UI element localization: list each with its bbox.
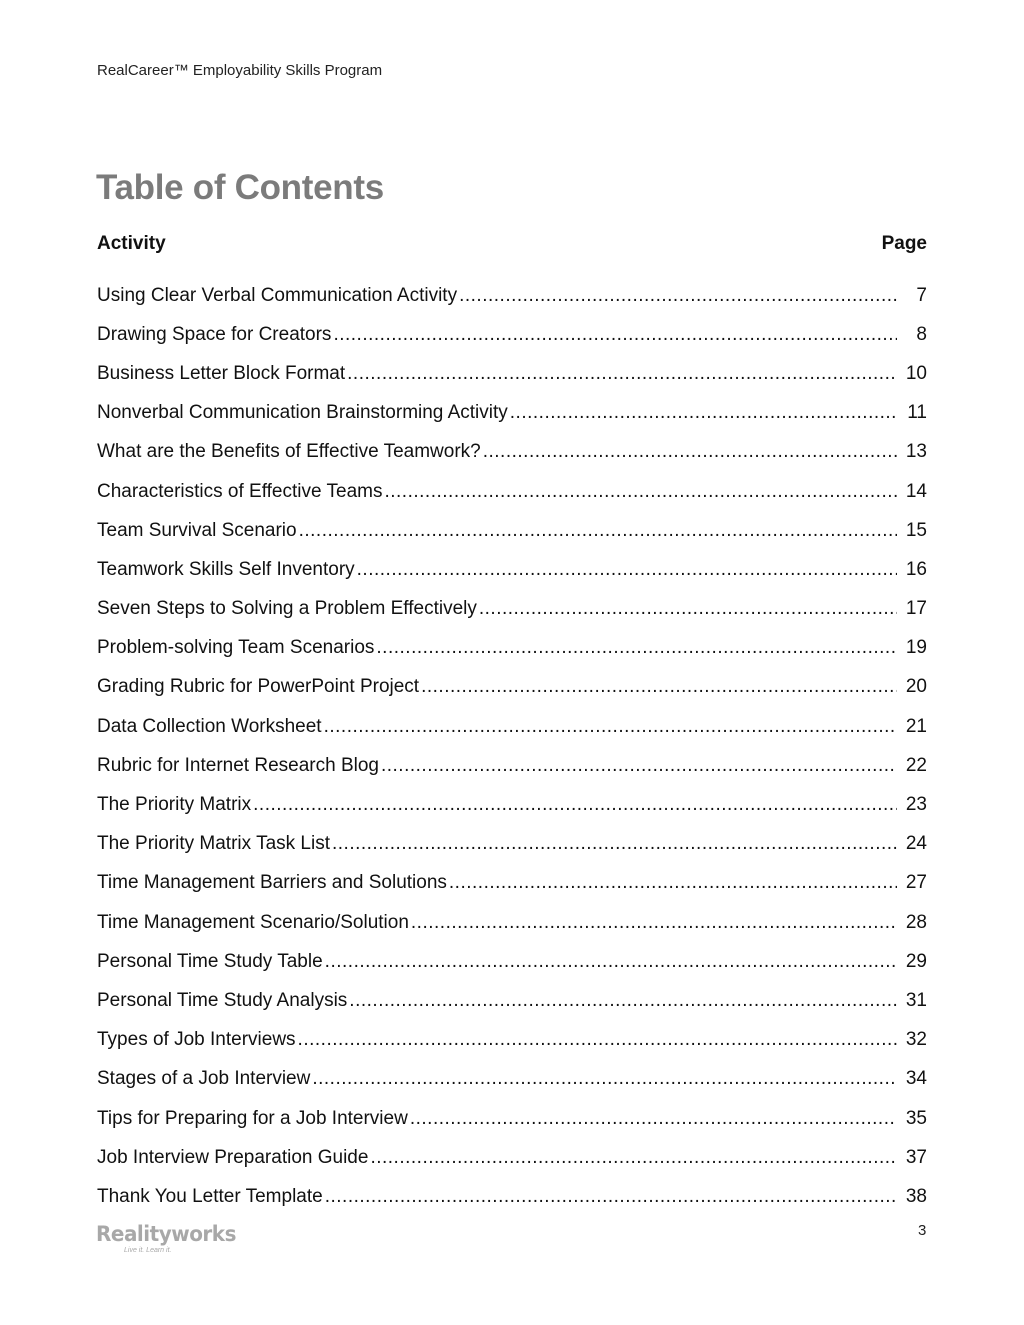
toc-dot-leader bbox=[333, 324, 897, 346]
toc-dot-leader bbox=[370, 1147, 897, 1169]
toc-dot-leader bbox=[325, 1186, 897, 1208]
page-number: 3 bbox=[918, 1222, 927, 1239]
toc-dot-leader bbox=[479, 598, 897, 620]
toc-entry-title: Personal Time Study Table bbox=[97, 950, 323, 972]
toc-entry-title: Time Management Scenario/Solution bbox=[97, 911, 409, 933]
toc-entry-page: 7 bbox=[916, 284, 927, 306]
toc-entry-page: 15 bbox=[905, 519, 927, 541]
toc-entry-title: The Priority Matrix Task List bbox=[97, 833, 330, 855]
toc-entry-page: 14 bbox=[905, 480, 927, 502]
toc-entry[interactable] bbox=[97, 433, 927, 472]
toc-entry-page: 13 bbox=[905, 441, 927, 463]
toc-entry[interactable] bbox=[97, 668, 927, 707]
toc-entry[interactable] bbox=[97, 1177, 927, 1216]
running-header: RealCareer™ Employability Skills Program bbox=[97, 62, 383, 79]
toc-dot-leader bbox=[510, 402, 897, 424]
toc-dot-leader bbox=[459, 285, 897, 307]
toc-entry-page: 23 bbox=[905, 794, 927, 816]
toc-entry-title: Personal Time Study Analysis bbox=[97, 989, 348, 1011]
toc-dot-leader bbox=[381, 755, 897, 777]
toc-entry-title: Tips for Preparing for a Job Interview bbox=[97, 1107, 408, 1129]
toc-entry-page: 28 bbox=[905, 911, 927, 933]
toc-entry-title: Time Management Barriers and Solutions bbox=[97, 872, 447, 894]
toc-entry-title: Types of Job Interviews bbox=[97, 1029, 296, 1051]
activity-column-header: Activity bbox=[97, 233, 166, 254]
toc-entry[interactable] bbox=[97, 785, 927, 824]
toc-entry-page: 27 bbox=[905, 872, 927, 894]
toc-entry[interactable] bbox=[97, 511, 927, 550]
toc-entry-page: 35 bbox=[905, 1107, 927, 1129]
toc-entry-page: 19 bbox=[905, 637, 927, 659]
toc-entry[interactable] bbox=[97, 1099, 927, 1138]
toc-entry-page: 21 bbox=[905, 715, 927, 737]
toc-dot-leader bbox=[449, 872, 897, 894]
toc-dot-leader bbox=[298, 1029, 897, 1051]
realityworks-logo bbox=[96, 1222, 236, 1262]
toc-entry-page: 10 bbox=[905, 362, 927, 384]
toc-entry-title: Problem-solving Team Scenarios bbox=[97, 637, 375, 659]
toc-dot-leader bbox=[376, 637, 897, 659]
toc-entry-title: Team Survival Scenario bbox=[97, 519, 297, 541]
toc-entry-title: The Priority Matrix bbox=[97, 794, 252, 816]
toc-entry-page: 17 bbox=[905, 598, 927, 620]
toc-entry-title: Business Letter Block Format bbox=[97, 362, 346, 384]
toc-dot-leader bbox=[483, 441, 897, 463]
toc-entry-title: Seven Steps to Solving a Problem Effectively bbox=[97, 598, 477, 620]
toc-entry-page: 11 bbox=[907, 402, 927, 424]
toc-entry-title: What are the Benefits of Effective Teamwork? bbox=[97, 441, 481, 463]
toc-list bbox=[97, 276, 927, 1217]
toc-entry-title: Drawing Space for Creators bbox=[97, 323, 332, 345]
toc-dot-leader bbox=[325, 951, 897, 973]
toc-dot-leader bbox=[357, 559, 897, 581]
toc-dot-leader bbox=[312, 1068, 897, 1090]
logo-wordmark: Realityworks bbox=[96, 1222, 236, 1246]
toc-entry[interactable] bbox=[97, 942, 927, 981]
toc-entry-title: Stages of a Job Interview bbox=[97, 1068, 311, 1090]
toc-entry-page: 31 bbox=[905, 989, 927, 1011]
toc-entry-page: 38 bbox=[905, 1185, 927, 1207]
toc-entry[interactable] bbox=[97, 1138, 927, 1177]
toc-entry[interactable] bbox=[97, 394, 927, 433]
toc-entry-page: 20 bbox=[905, 676, 927, 698]
toc-entry-page: 8 bbox=[916, 323, 927, 345]
toc-dot-leader bbox=[324, 716, 897, 738]
toc-dot-leader bbox=[410, 1108, 897, 1130]
page-column-header: Page bbox=[881, 233, 927, 254]
toc-entry-title: Using Clear Verbal Communication Activity bbox=[97, 284, 458, 306]
toc-dot-leader bbox=[253, 794, 897, 816]
toc-entry[interactable] bbox=[97, 550, 927, 589]
toc-column-headers bbox=[97, 233, 927, 255]
toc-entry-title: Characteristics of Effective Teams bbox=[97, 480, 383, 502]
toc-entry[interactable] bbox=[97, 707, 927, 746]
toc-entry[interactable] bbox=[97, 981, 927, 1020]
toc-entry-page: 32 bbox=[905, 1029, 927, 1051]
toc-entry-title: Nonverbal Communication Brainstorming Activity bbox=[97, 402, 508, 424]
toc-entry[interactable] bbox=[97, 864, 927, 903]
toc-entry[interactable] bbox=[97, 472, 927, 511]
toc-entry[interactable] bbox=[97, 315, 927, 354]
toc-entry-title: Thank You Letter Template bbox=[97, 1185, 323, 1207]
logo-tagline: Live it. Learn it. bbox=[124, 1247, 172, 1254]
toc-entry-page: 34 bbox=[905, 1068, 927, 1090]
toc-dot-leader bbox=[384, 481, 897, 503]
toc-entry[interactable] bbox=[97, 1060, 927, 1099]
toc-dot-leader bbox=[347, 363, 897, 385]
toc-entry[interactable] bbox=[97, 825, 927, 864]
toc-dot-leader bbox=[411, 912, 897, 934]
toc-entry-title: Teamwork Skills Self Inventory bbox=[97, 558, 355, 580]
toc-entry-title: Job Interview Preparation Guide bbox=[97, 1146, 369, 1168]
toc-entry[interactable] bbox=[97, 276, 927, 315]
toc-entry-title: Data Collection Worksheet bbox=[97, 715, 322, 737]
toc-entry-page: 29 bbox=[905, 950, 927, 972]
toc-entry[interactable] bbox=[97, 354, 927, 393]
page-title: Table of Contents bbox=[96, 168, 384, 207]
toc-entry[interactable] bbox=[97, 746, 927, 785]
toc-entry[interactable] bbox=[97, 590, 927, 629]
toc-entry-page: 37 bbox=[905, 1146, 927, 1168]
toc-entry-title: Grading Rubric for PowerPoint Project bbox=[97, 676, 420, 698]
toc-entry-page: 16 bbox=[905, 558, 927, 580]
toc-entry-page: 24 bbox=[905, 833, 927, 855]
toc-dot-leader bbox=[299, 520, 897, 542]
toc-entry[interactable] bbox=[97, 903, 927, 942]
toc-entry-title: Rubric for Internet Research Blog bbox=[97, 754, 379, 776]
toc-dot-leader bbox=[349, 990, 897, 1012]
toc-dot-leader bbox=[332, 833, 897, 855]
toc-dot-leader bbox=[421, 676, 897, 698]
toc-entry-page: 22 bbox=[905, 754, 927, 776]
toc-entry[interactable] bbox=[97, 629, 927, 668]
toc-entry[interactable] bbox=[97, 1021, 927, 1060]
